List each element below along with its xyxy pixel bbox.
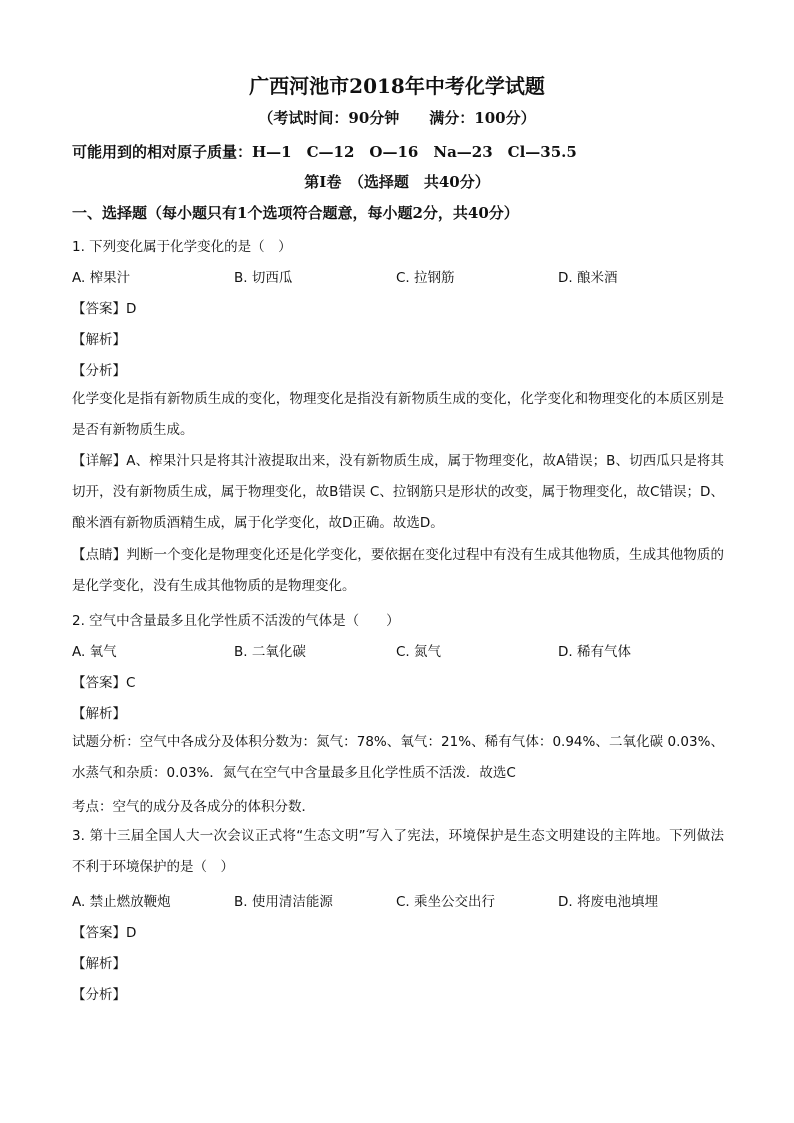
- q3-answer: 【答案】D: [72, 925, 137, 941]
- q3-option-c: C. 乘坐公交出行: [396, 894, 496, 910]
- q3-option-d: D. 将废电池填埋: [558, 894, 658, 910]
- q1-comment: 【点睛】判断一个变化是物理变化还是化学变化，要依据在变化过程中有没有生成其他物质，生成其他物质的是化学变化，没有生成其他物质的是物理变化。: [72, 547, 724, 594]
- question-3-stem: 3. 第十三届全国人大一次会议正式将“生态文明”写入了宪法，环境保护是生态文明建设的主阵地。下列做法不利于环境保护的是（ ）: [72, 828, 724, 875]
- q3-analysis-label: 【解析】: [72, 956, 126, 972]
- atomic-masses: 可能用到的相对原子质量：H—1 C—12 O—16 Na—23 Cl—35.5: [72, 143, 577, 161]
- q3-option-a: A. 禁止燃放鞭炮: [72, 894, 171, 910]
- exam-info: （考试时间：90分钟 满分：100分）: [258, 109, 536, 127]
- q1-option-b: B. 切西瓜: [234, 270, 293, 286]
- q1-detail: 【详解】A、榨果汁只是将其汁液提取出来，没有新物质生成，属于物理变化，故A错误；B、切西瓜只是将其切开，没有新物质生成，属于物理变化，故B错误 C、拉钢筋只是形状的改变，属于物理变化，故C错误；D、酿米酒有新物质酒精生成，属于化学变化，故D正确。故选D。: [72, 453, 724, 531]
- page-title: 广西河池市2018年中考化学试题: [249, 74, 545, 98]
- q2-analysis-label: 【解析】: [72, 706, 126, 722]
- q1-option-a: A. 榨果汁: [72, 270, 131, 286]
- q1-fenxi-text: 化学变化是指有新物质生成的变化，物理变化是指没有新物质生成的变化，化学变化和物理变化的本质区别是是否有新物质生成。: [72, 391, 724, 438]
- q1-analysis-label: 【解析】: [72, 332, 126, 348]
- q3-fenxi-label: 【分析】: [72, 987, 126, 1003]
- q1-option-d: D. 酿米酒: [558, 270, 618, 286]
- question-1-stem: 1. 下列变化属于化学变化的是（ ）: [72, 239, 292, 255]
- q1-fenxi-label: 【分析】: [72, 363, 126, 379]
- q2-option-d: D. 稀有气体: [558, 644, 631, 660]
- q1-answer: 【答案】D: [72, 301, 137, 317]
- q2-kaodian: 考点：空气的成分及各成分的体积分数．: [72, 799, 315, 815]
- q2-answer: 【答案】C: [72, 675, 136, 691]
- q2-option-a: A. 氧气: [72, 644, 117, 660]
- q1-option-c: C. 拉钢筋: [396, 270, 455, 286]
- section-heading: 一、选择题（每小题只有1个选项符合题意，每小题2分，共40分）: [72, 204, 519, 222]
- volume-heading: 第Ⅰ卷 （选择题 共40分）: [304, 173, 490, 191]
- question-2-stem: 2. 空气中含量最多且化学性质不活泼的气体是（ ）: [72, 613, 400, 629]
- q3-option-b: B. 使用清洁能源: [234, 894, 333, 910]
- q2-analysis-text: 试题分析：空气中各成分及体积分数为：氮气：78%、氧气：21%、稀有气体：0.94%、二氧化碳 0.03%、水蒸气和杂质：0.03%．氮气在空气中含量最多且化学性质不活泼．故选C: [72, 734, 724, 781]
- q2-option-c: C. 氮气: [396, 644, 442, 660]
- q2-option-b: B. 二氧化碳: [234, 644, 306, 660]
